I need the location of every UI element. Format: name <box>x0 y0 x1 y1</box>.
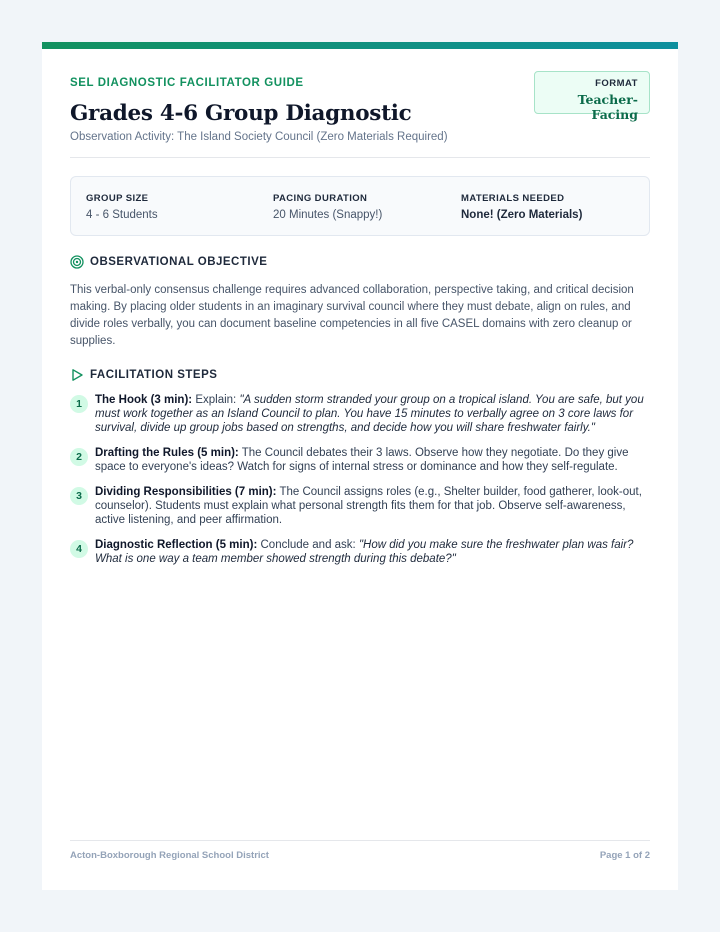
format-label: FORMAT <box>595 78 638 89</box>
info-label: GROUP SIZE <box>86 193 149 204</box>
objective-text: This verbal-only consensus challenge requires advanced collaboration, perspective taking, and critical decision making. By placing older students in an imaginary survival council where they must debate, align on rules, and divide roles verbally, you can document baseline competencies in all five CASEL domains with zero cleanup or supplies. <box>70 284 634 347</box>
top-accent-bar <box>42 42 678 49</box>
info-label: MATERIALS NEEDED <box>461 193 565 204</box>
page <box>42 42 678 890</box>
step-number: 4 <box>70 540 88 558</box>
format-badge <box>534 71 650 122</box>
info-materials <box>461 193 582 221</box>
step-lead: Dividing Responsibilities (7 min): <box>95 486 277 498</box>
objective-title: OBSERVATIONAL OBJECTIVE <box>90 256 268 268</box>
info-card <box>70 176 650 236</box>
step-item <box>70 393 650 435</box>
info-label: PACING DURATION <box>273 193 368 204</box>
step-number: 3 <box>70 487 88 505</box>
info-value: 20 Minutes (Snappy!) <box>273 209 383 221</box>
target-icon <box>70 255 84 269</box>
step-item <box>70 538 650 566</box>
district-name: Acton-Boxborough Regional School District <box>70 850 269 861</box>
page-title: Grades 4-6 Group Diagnostic <box>70 101 412 126</box>
step-lead: The Hook (3 min): <box>95 394 193 406</box>
format-value: Teacher-Facing <box>577 92 638 122</box>
step-number: 2 <box>70 448 88 466</box>
step-quote: "How did you make sure the freshwater plan was fair? What is one way a team member showed strength during this debate?" <box>95 539 634 565</box>
step-lead: Drafting the Rules (5 min): <box>95 447 239 459</box>
steps-list <box>70 393 650 566</box>
info-pacing <box>273 193 382 221</box>
step-text: The Council debates their 3 laws. Observe how they negotiate. Do they give space to everyone's ideas? Watch for signs of internal stress or dominance and how they self-regulate. <box>95 447 629 473</box>
page-subtitle: Observation Activity: The Island Society Council (Zero Materials Required) <box>70 131 448 143</box>
page-number: Page 1 of 2 <box>599 850 650 861</box>
step-text: Explain: <box>192 394 240 406</box>
step-quote: "A sudden storm stranded your group on a tropical island. You are safe, but you must work together as an Island Council to plan. You have 15 minutes to verbally agree on 3 core laws for survival, divide up group jobs based on strengths, and decide how you will share freshwater fairly." <box>95 394 644 434</box>
info-value: 4 - 6 Students <box>86 209 158 221</box>
step-text: The Council assigns roles (e.g., Shelter builder, food gatherer, look-out, counselor). Students must explain what personal strength fits them for that job. Observe self-awareness, active listening, and peer affirmation. <box>95 486 642 526</box>
play-icon <box>70 368 84 382</box>
step-item <box>70 446 650 474</box>
step-text: Conclude and ask: <box>257 539 359 551</box>
header <box>70 49 650 158</box>
steps-heading <box>70 367 650 383</box>
step-number: 1 <box>70 395 88 413</box>
steps-title: FACILITATION STEPS <box>90 369 218 381</box>
step-lead: Diagnostic Reflection (5 min): <box>95 539 258 551</box>
guide-kicker: SEL DIAGNOSTIC FACILITATOR GUIDE <box>70 77 304 89</box>
info-value: None! (Zero Materials) <box>461 209 583 221</box>
objective-heading <box>70 254 650 270</box>
info-group-size <box>86 193 158 221</box>
step-item <box>70 485 650 527</box>
footer <box>70 840 650 861</box>
